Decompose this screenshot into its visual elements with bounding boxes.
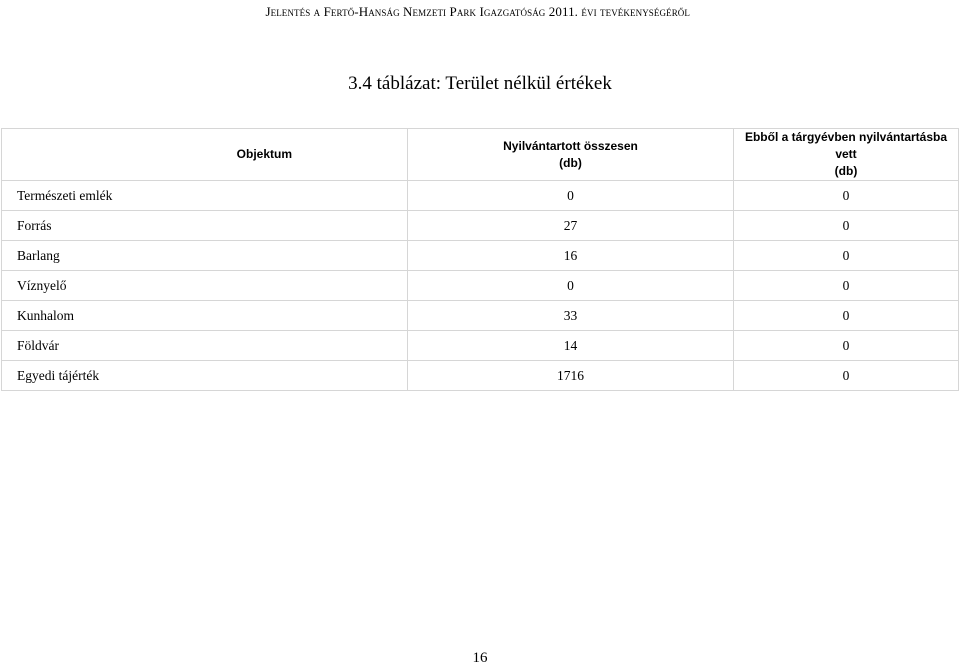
table-row — [2, 361, 959, 391]
page-number: 16 — [472, 650, 488, 666]
values-table — [1, 128, 959, 391]
cell-year: 0 — [734, 331, 959, 361]
cell-object: Természeti emlék — [2, 181, 408, 211]
table-row — [2, 211, 959, 241]
cell-total: 0 — [408, 271, 734, 301]
table-header-row — [2, 129, 959, 181]
cell-object: Forrás — [2, 211, 408, 241]
cell-total: 27 — [408, 211, 734, 241]
cell-year: 0 — [734, 181, 959, 211]
cell-object: Földvár — [2, 331, 408, 361]
cell-object: Barlang — [2, 241, 408, 271]
cell-object: Egyedi tájérték — [2, 361, 408, 391]
cell-total: 33 — [408, 301, 734, 331]
column-header-total-line2: (db) — [559, 155, 582, 170]
cell-year: 0 — [734, 271, 959, 301]
cell-year: 0 — [734, 241, 959, 271]
table-title: 3.4 táblázat: Terület nélkül értékek — [348, 73, 612, 94]
column-header-year-line1: Ebből a tárgyévben nyilvántartásba vett — [744, 130, 948, 161]
cell-total: 16 — [408, 241, 734, 271]
cell-year: 0 — [734, 361, 959, 391]
column-header-year — [734, 129, 959, 181]
table-row — [2, 301, 959, 331]
table-row — [2, 241, 959, 271]
column-header-year-line2: (db) — [834, 164, 858, 178]
running-header: Jelentés a Fertő-Hanság Nemzeti Park Igazgatóság 2011. évi tevékenységéről — [265, 4, 690, 19]
table-row — [2, 271, 959, 301]
cell-total: 1716 — [408, 361, 734, 391]
cell-total: 0 — [408, 181, 734, 211]
cell-object: Víznyelő — [2, 271, 408, 301]
table-row — [2, 181, 959, 211]
cell-year: 0 — [734, 211, 959, 241]
cell-year: 0 — [734, 301, 959, 331]
cell-total: 14 — [408, 331, 734, 361]
column-header-total — [408, 129, 734, 181]
column-header-total-line1: Nyilvántartott összesen — [503, 138, 638, 153]
table-row — [2, 331, 959, 361]
cell-object: Kunhalom — [2, 301, 408, 331]
column-header-object: Objektum — [2, 129, 408, 181]
